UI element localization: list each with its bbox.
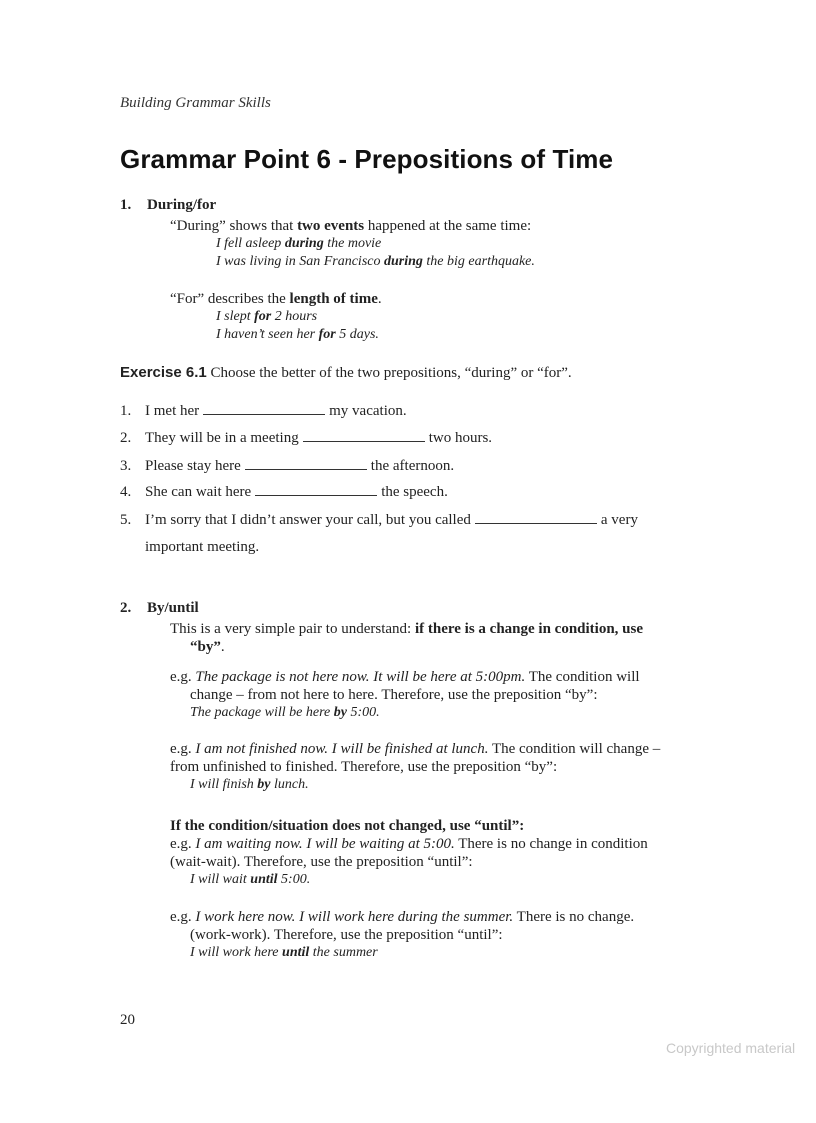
example-keyword: for: [318, 327, 336, 342]
example-text: the movie: [323, 236, 382, 251]
for-rule-bold: length of time: [289, 291, 378, 307]
answer-blank[interactable]: [475, 511, 597, 524]
example-text: 5 days.: [335, 327, 379, 342]
exercise-question-2: [120, 429, 492, 447]
eg-label: e.g.: [170, 836, 196, 852]
question-text: the speech.: [381, 484, 448, 500]
by-example-1-line2: change – from not here to here. Therefore, use the preposition “by”:: [190, 687, 598, 703]
example-text: the summer: [309, 945, 378, 960]
by-example-1: [170, 668, 640, 686]
by-example-2-sentence: [190, 776, 309, 794]
until-rule-heading: If the condition/situation does not changed, use “until”:: [170, 818, 525, 834]
eg-text: There is no change in condition: [454, 836, 648, 852]
until-example-1: [170, 835, 648, 853]
question-text: She can wait here: [145, 484, 252, 500]
eg-text: There is no change.: [513, 909, 635, 925]
answer-blank[interactable]: [303, 429, 425, 442]
question-number: 3.: [120, 458, 132, 474]
eg-label: e.g.: [170, 909, 196, 925]
until-example-1-sentence: [190, 871, 310, 889]
example-text: I will work here: [190, 945, 283, 960]
question-text: They will be in a meeting: [145, 430, 299, 446]
answer-blank[interactable]: [255, 483, 377, 496]
by-rule-continued: [190, 638, 225, 656]
by-example-2-line2: from unfinished to finished. Therefore, use the preposition “by”:: [170, 759, 558, 775]
question-text: Please stay here: [145, 458, 241, 474]
question-number: 1.: [120, 403, 132, 419]
example-text: The package will be here: [190, 705, 334, 720]
section-1-title: During/for: [147, 197, 217, 213]
question-number: 5.: [120, 512, 132, 528]
for-rule-post: .: [377, 291, 382, 307]
eg-label: e.g.: [170, 669, 196, 685]
section-1-number: 1.: [120, 197, 132, 213]
until-example-2-sentence: [190, 944, 378, 962]
for-example-2: [216, 326, 379, 344]
example-text: I haven’t seen her: [216, 327, 319, 342]
example-text: lunch.: [270, 777, 309, 792]
exercise-question-5-continued: important meeting.: [145, 539, 260, 555]
section-2-number: 2.: [120, 600, 132, 616]
rule-text: This is a very simple pair to understand:: [170, 621, 415, 637]
example-keyword: until: [250, 872, 278, 887]
until-example-2-line2: (work-work). Therefore, use the preposition “until”:: [190, 927, 503, 943]
eg-text: The condition will change –: [488, 741, 661, 757]
question-text: I met her: [145, 403, 200, 419]
example-text: I will wait: [190, 872, 251, 887]
rule-text: .: [220, 639, 225, 655]
example-text: 2 hours: [271, 309, 318, 324]
example-text: I will finish: [190, 777, 258, 792]
example-text: I fell asleep: [216, 236, 285, 251]
question-text: the afternoon.: [370, 458, 455, 474]
during-rule: [170, 217, 531, 235]
example-keyword: by: [333, 705, 347, 720]
exercise-question-1: [120, 402, 407, 420]
example-keyword: until: [282, 945, 310, 960]
exercise-label: Exercise 6.1: [120, 364, 207, 381]
until-example-1-line2: (wait-wait). Therefore, use the preposition “until”:: [170, 854, 473, 870]
eg-label: e.g.: [170, 741, 196, 757]
example-keyword: during: [384, 254, 423, 269]
during-example-2: [216, 253, 535, 271]
example-text: 5:00.: [346, 705, 380, 720]
question-text: I’m sorry that I didn’t answer your call, but you called: [145, 512, 471, 528]
during-example-1: [216, 235, 381, 253]
by-example-1-sentence: [190, 704, 380, 722]
eg-italic: I am waiting now. I will be waiting at 5:00.: [195, 836, 455, 852]
example-keyword: for: [254, 309, 272, 324]
copyright-watermark: Copyrighted material: [666, 1040, 796, 1056]
question-number: 4.: [120, 484, 132, 500]
page-title: Grammar Point 6 - Prepositions of Time: [120, 144, 614, 174]
until-example-2: [170, 908, 634, 926]
example-text: I was living in San Francisco: [216, 254, 384, 269]
example-text: I slept: [216, 309, 255, 324]
during-rule-pre: “During” shows that: [170, 218, 298, 234]
example-text: the big earthquake.: [422, 254, 535, 269]
eg-italic: The package is not here now. It will be here at 5:00pm.: [195, 669, 526, 685]
question-number: 2.: [120, 430, 132, 446]
exercise-question-3: [120, 457, 454, 475]
example-keyword: by: [257, 777, 271, 792]
section-1-heading: [120, 197, 216, 214]
by-example-2: [170, 740, 660, 758]
rule-bold: if there is a change in condition, use: [414, 621, 644, 637]
exercise-question-4: [120, 483, 448, 501]
running-head: Building Grammar Skills: [120, 95, 271, 111]
for-rule: [170, 290, 382, 308]
during-rule-bold: two events: [297, 218, 365, 234]
example-keyword: during: [284, 236, 324, 251]
section-2-title: By/until: [147, 600, 199, 616]
by-rule: [170, 620, 643, 638]
example-text: 5:00.: [277, 872, 311, 887]
section-2-heading: [120, 600, 199, 617]
eg-italic: I am not finished now. I will be finished at lunch.: [195, 741, 489, 757]
answer-blank[interactable]: [245, 457, 367, 470]
question-text: a very: [600, 512, 638, 528]
exercise-instruction: Choose the better of the two prepositions, “during” or “for”.: [206, 365, 572, 381]
exercise-question-5: [120, 511, 638, 529]
for-rule-pre: “For” describes the: [170, 291, 290, 307]
page-number: 20: [120, 1012, 135, 1028]
answer-blank[interactable]: [203, 402, 325, 415]
rule-bold: “by”: [190, 639, 221, 655]
for-example-1: [216, 308, 317, 326]
question-text: my vacation.: [329, 403, 407, 419]
during-rule-post: happened at the same time:: [364, 218, 532, 234]
exercise-heading: [120, 364, 572, 382]
eg-text: The condition will: [525, 669, 640, 685]
eg-italic: I work here now. I will work here during the summer.: [195, 909, 514, 925]
question-text: two hours.: [428, 430, 493, 446]
